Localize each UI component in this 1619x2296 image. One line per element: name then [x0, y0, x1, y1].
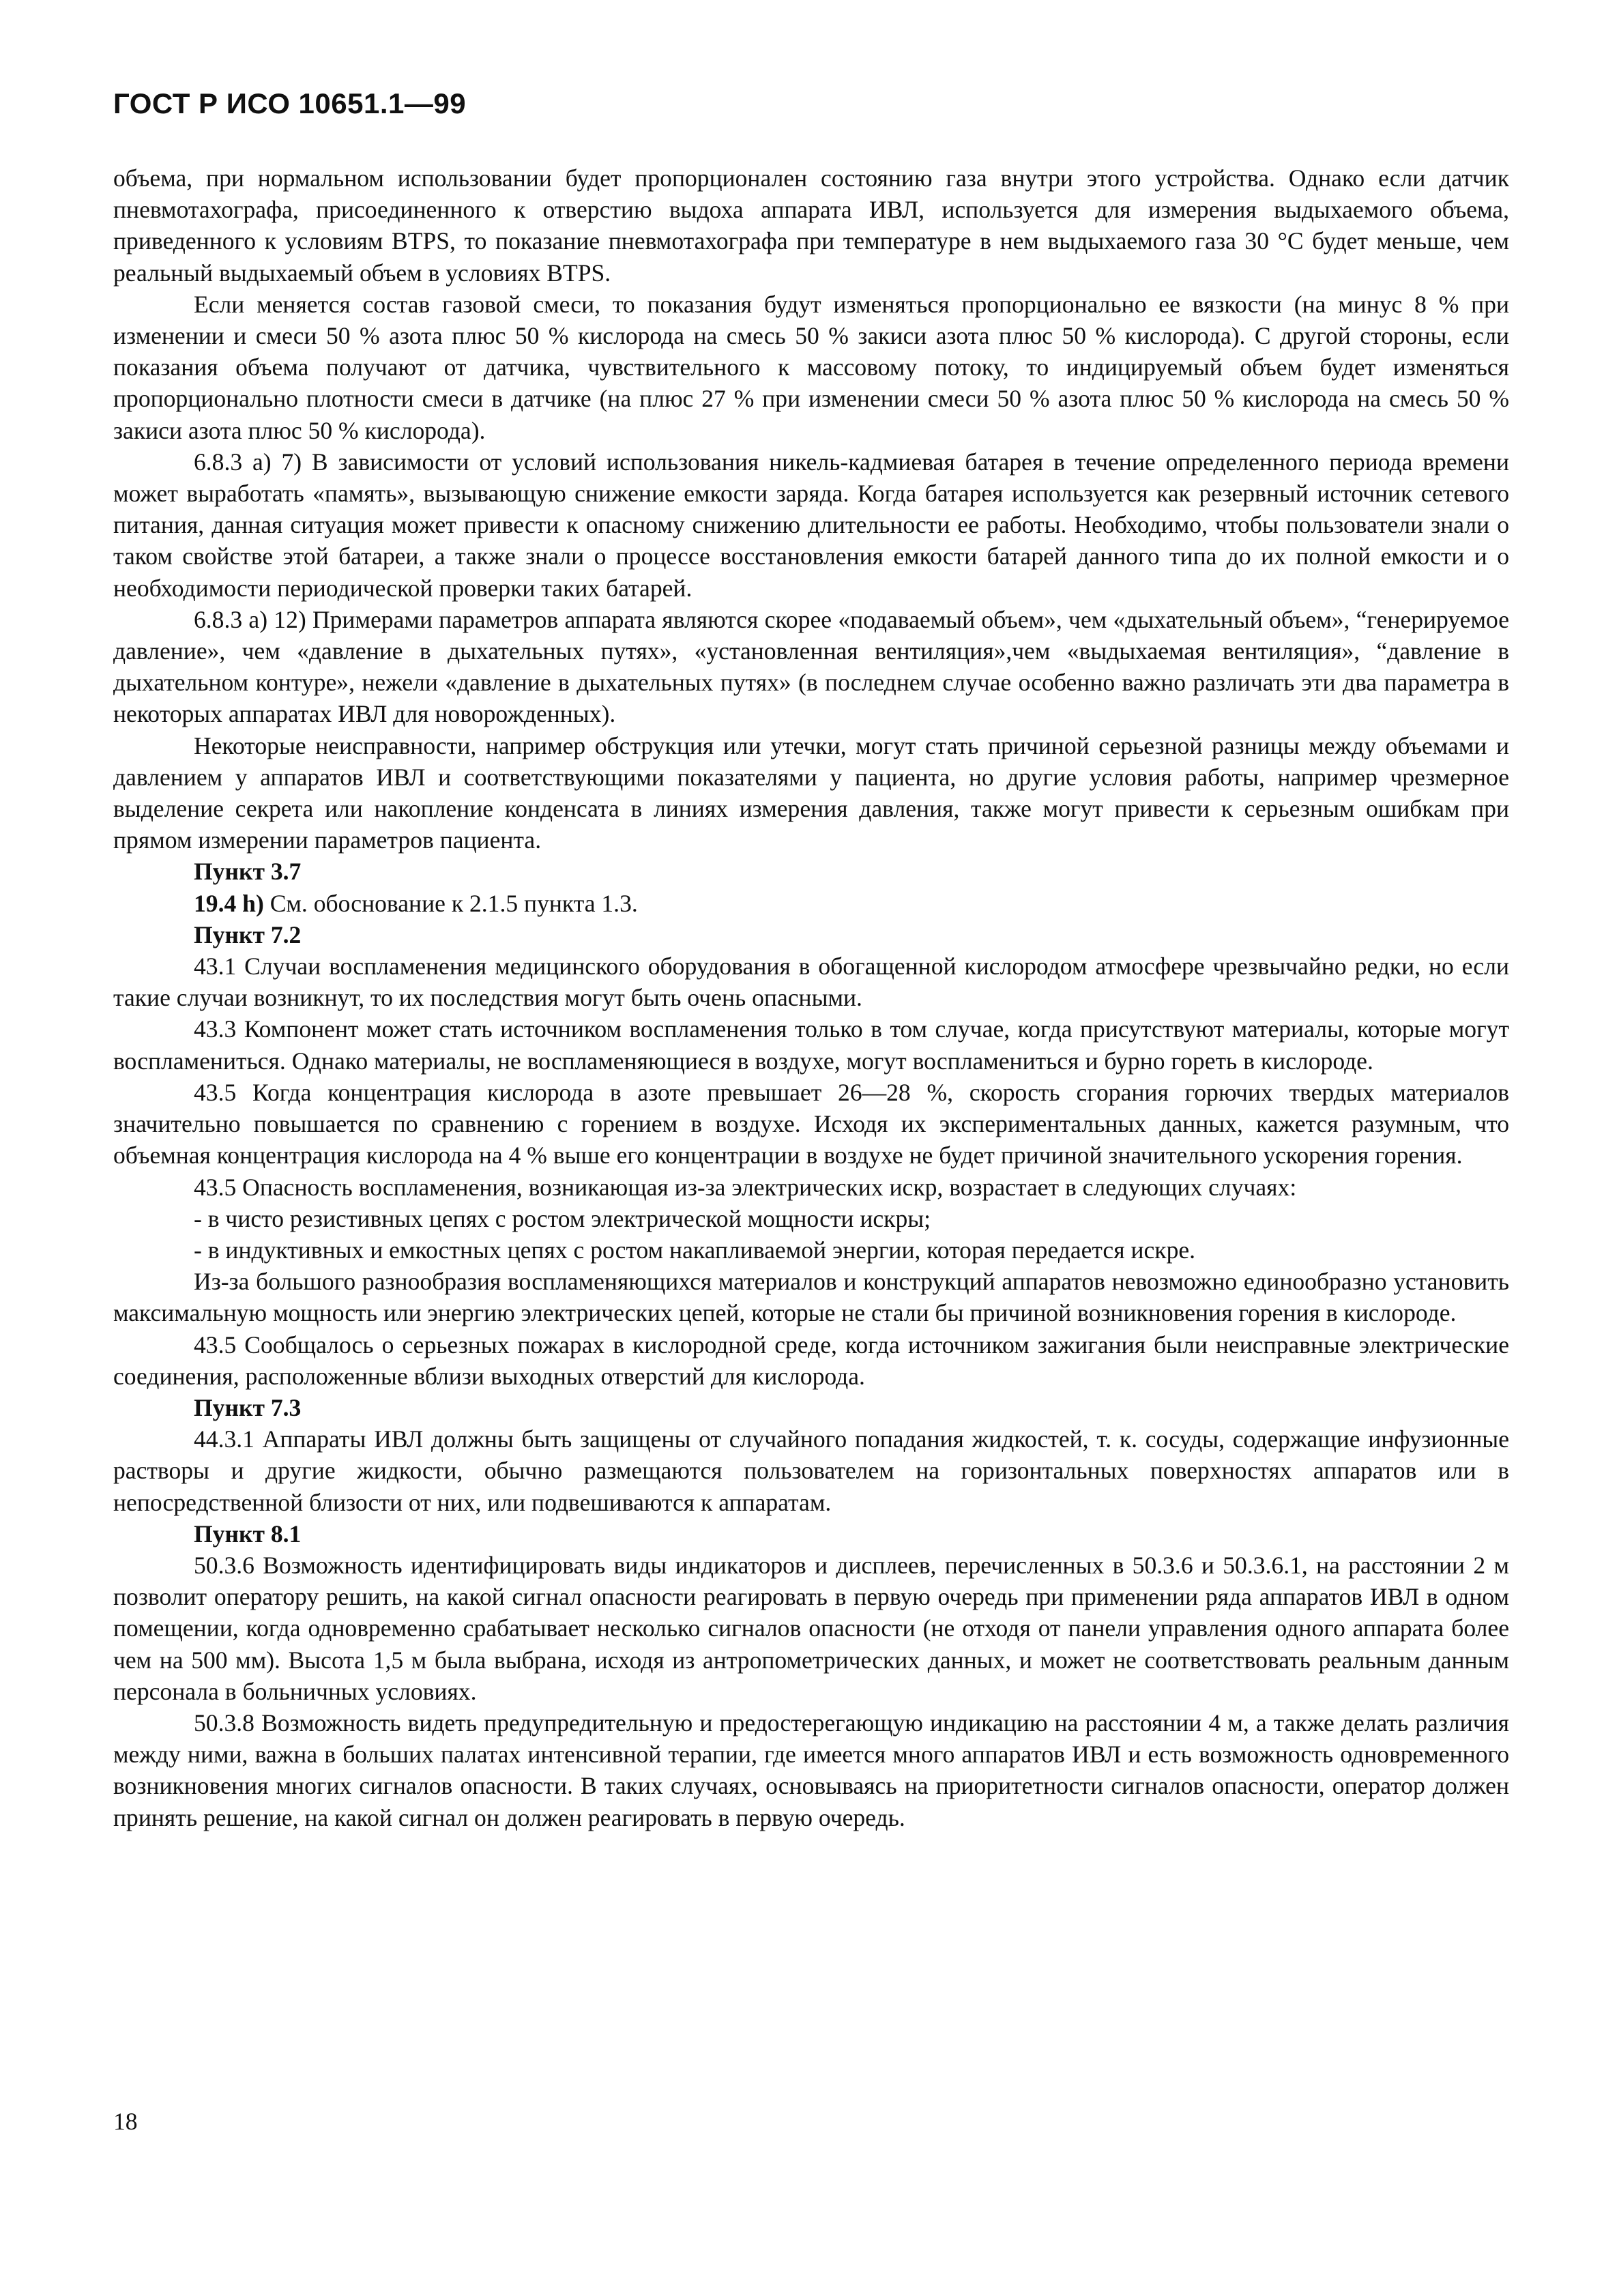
page-number: 18 — [113, 2108, 138, 2135]
paragraph-50-3-8: 50.3.8 Возможность видеть предупредительную и предостерегающую индикацию на расстоянии 4 м, а также делать различия между ними, важна в больших палатах интенсивной терапии, где имеется много аппаратов ИВЛ и есть возможность одновременного возникновения многих сигналов опасности. В таких случаях, основываясь на приоритетности сигналов опасности, оператор должен принять решение, на какой сигнал он должен реагировать в первую очередь. — [113, 1709, 1509, 1831]
document-body — [113, 162, 1509, 1833]
paragraph-variety: Из-за большого разнообразия воспламеняющихся материалов и конструкций аппаратов невозможно единообразно установить максимальную мощность или энергию электрических цепей, которые не стали бы причиной возникновения горения в кислороде. — [113, 1268, 1509, 1327]
paragraph-43-5-concentration: 43.5 Когда концентрация кислорода в азоте превышает 26—28 %, скорость сгорания горючих твердых материалов значительно повышается по сравнению с горением в воздухе. Исходя их экспериментальных данных, кажется разумным, что объемная концентрация кислорода на 4 % выше его концентрации в воздухе не будет причиной значительного ускорения горения. — [113, 1078, 1509, 1169]
paragraph-19-4-h — [113, 888, 1509, 919]
paragraph-gas-composition: Если меняется состав газовой смеси, то показания будут изменяться пропорционально ее вязкости (на минус 8 % при изменении и смеси 50 % азота плюс 50 % кислорода на смесь 50 % закиси азота плюс 50 % кислорода). С другой стороны, если показания объема получают от датчика, чувствительного к массовому потоку, то индицируемый объем будет изменяться пропорционально плотности смеси в датчике (на плюс 27 % при изменении смеси 50 % азота плюс 50 % кислорода на смесь 50 % закиси азота плюс 50 % кислорода). — [113, 290, 1509, 444]
paragraph-6-8-3-a-12: 6.8.3 а) 12) Примерами параметров аппарата являются скорее «подаваемый объем», чем «дыхательный объем», “генерируемое давление», чем «давление в дыхательных путях», «установленная вентиляция»,чем «выдыхаемая вентиляция», “давление в дыхательном контуре», нежели «давление в дыхательных путях» (в последнем случае особенно важно различать эти два параметра в некоторых аппаратах ИВЛ для новорожденных). — [113, 605, 1509, 728]
paragraph-50-3-6: 50.3.6 Возможность идентифицировать виды индикаторов и дисплеев, перечисленных в 50.3.6 и 50.3.6.1, на расстоянии 2 м позволит оператору решить, на какой сигнал опасности реагировать в первую очередь при применении ряда аппаратов ИВЛ в одном помещении, когда одновременно срабатывает несколько сигналов опасности (не отходя от панели управления одного аппарата более чем на 500 мм). Высота 1,5 м была выбрана, исходя из антропометрических данных, и может не соответствовать реальным данным персонала в больничных условиях. — [113, 1551, 1509, 1705]
paragraph-43-1: 43.1 Случаи воспламенения медицинского оборудования в обогащенной кислородом атмосфере чрезвычайно редки, но если такие случаи возникнут, то их последствия могут быть очень опасными. — [113, 953, 1509, 1012]
section-heading-3-7: Пункт 3.7 — [194, 858, 302, 886]
section-heading-7-3: Пункт 7.3 — [194, 1393, 302, 1421]
section-heading-8-1: Пункт 8.1 — [194, 1520, 302, 1547]
paragraph-44-3-1: 44.3.1 Аппараты ИВЛ должны быть защищены от случайного попадания жидкостей, т. к. сосуды, содержащие инфузионные растворы и другие жидкости, обычно размещаются пользователем на горизонтальных поверхностях аппаратов или в непосредственной близости от них, или подвешиваются к аппаратам. — [113, 1425, 1509, 1516]
list-item-resistive: - в чисто резистивных цепях с ростом электрической мощности искры; — [194, 1204, 931, 1232]
paragraph-6-8-3-a-7: 6.8.3 а) 7) В зависимости от условий использования никель-кадмиевая батарея в течение определенного периода времени может выработать «память», вызывающую снижение емкости заряда. Когда батарея используется как резервный источник сетевого питания, данная ситуация может привести к опасному снижению длительности ее работы. Необходимо, чтобы пользователи знали о таком свойстве этой батареи, а также знали о процессе восстановления емкости батарей данного типа до их полной емкости и о необходимости периодической проверки таких батарей. — [113, 448, 1509, 602]
clause-text: См. обоснование к 2.1.5 пункта 1.3. — [263, 889, 638, 917]
paragraph-43-5-fires: 43.5 Сообщалось о серьезных пожарах в кислородной среде, когда источником зажигания были неисправные электрические соединения, расположенные вблизи выходных отверстий для кислорода. — [113, 1331, 1509, 1390]
document-header: ГОСТ Р ИСО 10651.1—99 — [113, 87, 467, 119]
paragraph-malfunctions: Некоторые неисправности, например обструкция или утечки, могут стать причиной серьезной разницы между объемами и давлением у аппаратов ИВЛ и соответствующими показателями у пациента, но другие условия работы, например чрезмерное выделение секрета или накопление конденсата в линиях измерения давления, также могут привести к серьезным ошибкам при прямом измерении параметров пациента. — [113, 731, 1509, 854]
list-item-inductive: - в индуктивных и емкостных цепях с ростом накапливаемой энергии, которая передается искре. — [194, 1236, 1196, 1264]
document-page — [113, 0, 1509, 2296]
paragraph-43-5-sparks: 43.5 Опасность воспламенения, возникающая из-за электрических искр, возрастает в следующих случаях: — [194, 1173, 1297, 1201]
paragraph-43-3: 43.3 Компонент может стать источником воспламенения только в том случае, когда присутствуют материалы, которые могут воспламениться. Однако материалы, не воспламеняющиеся в воздухе, могут воспламениться и бурно гореть в кислороде. — [113, 1015, 1509, 1075]
section-heading-7-2: Пункт 7.2 — [194, 920, 302, 948]
clause-number: 19.4 h) — [194, 889, 264, 917]
paragraph-continued: объема, при нормальном использовании будет пропорционален состоянию газа внутри этого устройства. Однако если датчик пневмотахографа, присоединенного к отверстию выдоха аппарата ИВЛ, используется для измерения выдыхаемого объема, приведенного к условиям BTPS, то показание пневмотахографа при температуре в нем выдыхаемого газа 30 °С будет меньше, чем реальный выдыхаемый объем в условиях BTPS. — [113, 164, 1509, 287]
